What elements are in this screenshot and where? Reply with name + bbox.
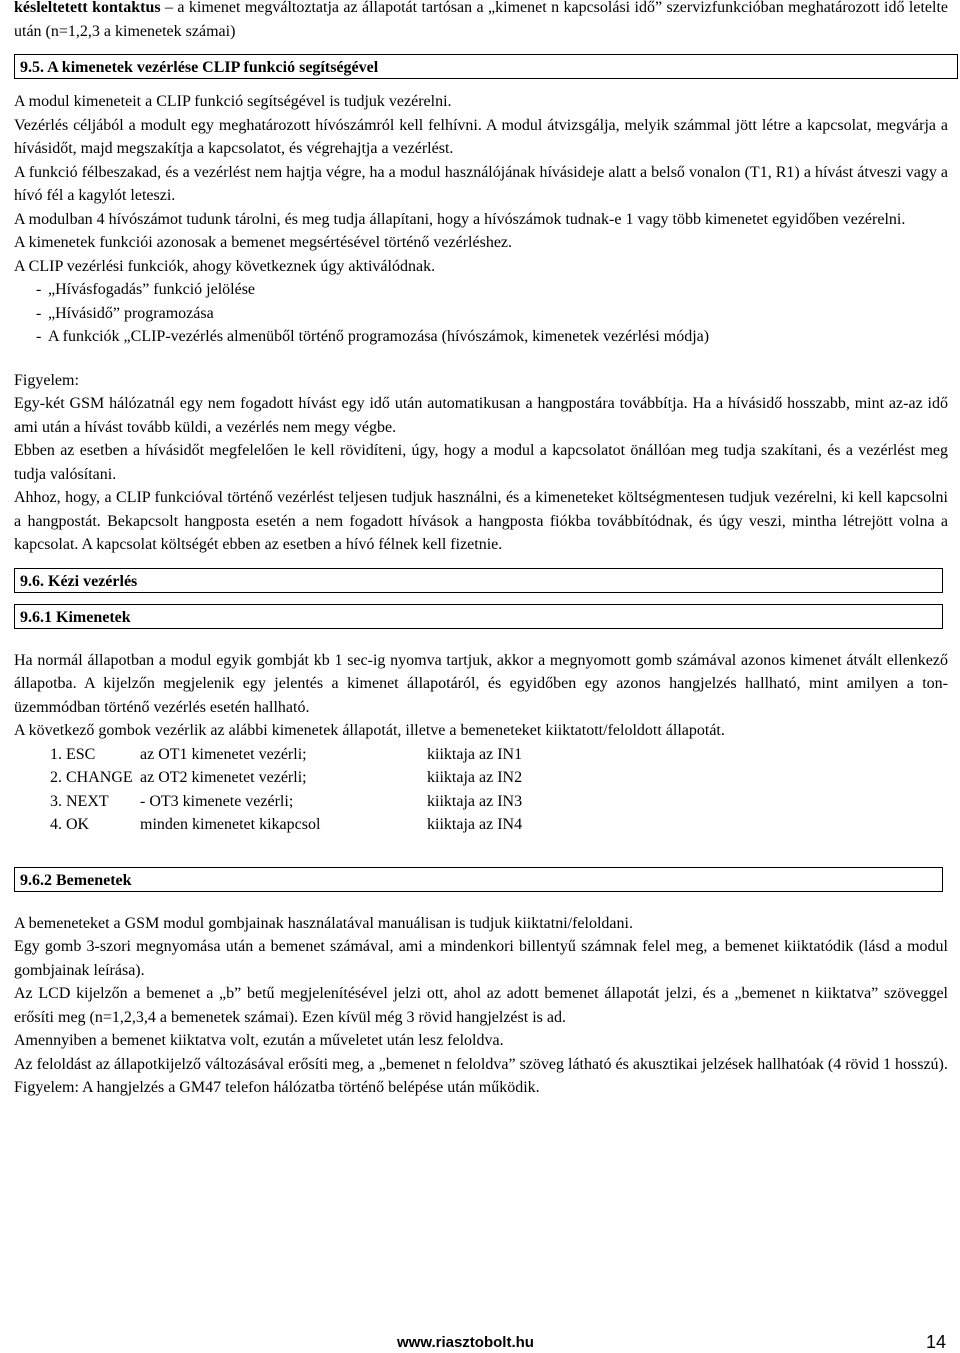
list-dash: - (36, 304, 42, 322)
sec95-paragraph: A funkció félbeszakad, és a vezérlést nem hajtja végre, ha a modul használójának hívásideje alatt a belső vonalon (T1, R1) a hívást átveszi vagy a hívó fél a kagylót leteszi. (14, 163, 948, 204)
heading-9-6-2: 9.6.2 Bemenetek (14, 867, 943, 892)
list-item (14, 278, 948, 302)
sec95-paragraph: Vezérlés céljából a modult egy meghatározott hívószámról kell felhívni. A modul átvizsgálja, melyik számmal jött létre a kapcsolat, megvárja a hívásidőt, majd megszakítja a kapcsolatot, és végrehajtja a vezérlést. (14, 116, 948, 157)
button-input: kiiktaja az IN2 (427, 769, 523, 786)
sec95-paragraph: A kimenetek funkciói azonosak a bemenet megsértésével történő vezérléshez. (14, 234, 513, 251)
sec962-paragraph: Az feloldást az állapotkijelző változásával erősíti meg, a „bemenet n feloldva” szöveg látható és akusztikai jelzések hallhatóak (4 rövid 1 hosszú). (14, 1055, 948, 1073)
list-item-text: „Hívásfogadás” funkció jelölése (48, 281, 256, 298)
list-item-text: „Hívásidő” programozása (48, 304, 214, 322)
sec962-paragraph: Amennyiben a bemenet kiiktatva volt, ezután a műveletet után lesz feloldva. (14, 1032, 504, 1049)
warning-paragraph: Egy-két GSM hálózatnál egy nem fogadott hívást egy idő után automatikusan a hangpostára továbbítja. Ha a hívásidő hosszabb, mint az-az idő ami után a hívást tovább küldi, a vezérlés nem megy végbe. (14, 395, 948, 436)
list-dash: - (36, 328, 42, 345)
clip-function-list (14, 278, 948, 349)
heading-9-6-1: 9.6.1 Kimenetek (14, 604, 943, 629)
button-key: 4. OK (50, 816, 90, 833)
warning-label: Figyelem: (14, 371, 79, 389)
button-key: 2. CHANGE (50, 769, 133, 786)
footer-url: www.riasztobolt.hu (397, 1334, 534, 1351)
page-footer (0, 1333, 960, 1352)
sec95-paragraph: A modul kimeneteit a CLIP funkció segítségével is tudjuk vezérelni. (14, 93, 452, 110)
button-mapping-row (14, 813, 948, 837)
button-key: 1. ESC (50, 745, 96, 763)
list-item-text: A funkciók „CLIP-vezérlés almenüből történő programozása (hívószámok, kimenetek vezérlési módja) (48, 328, 710, 345)
list-item (14, 325, 948, 349)
sec961-paragraph: Ha normál állapotban a modul egyik gombját kb 1 sec-ig nyomva tartjuk, akkor a megnyomott gomb számával azonos kimenet átvált ellenkező állapotba. A kijelzőn megjelenik egy jelentés a kimenet állapotáról, és egyidőben egy azonos hangjelzés hallható, mint amilyen a ton-üzemmódban történő vezérlés esetén hallható. (14, 651, 948, 716)
sec962-paragraph: Figyelem: A hangjelzés a GM47 telefon hálózatba történő belépése után működik. (14, 1079, 540, 1096)
button-key: 3. NEXT (50, 792, 109, 810)
button-input: kiiktaja az IN3 (427, 792, 523, 810)
button-mapping-row (14, 766, 948, 790)
button-input: kiiktaja az IN4 (427, 816, 523, 833)
warning-paragraph: Ebben az esetben a hívásidőt megfelelően le kell rövidíteni, úgy, hogy a modul a kapcsolatot önállóan meg tudja szakítani, és a vezérlést meg tudja valósítani. (14, 442, 948, 483)
button-mapping-row (14, 790, 948, 814)
list-dash: - (36, 281, 42, 298)
heading-9-6: 9.6. Kézi vezérlés (14, 568, 943, 593)
button-action: az OT2 kimenetet vezérli; (140, 769, 307, 786)
intro-paragraph (14, 0, 948, 43)
document-page (14, 0, 948, 1100)
sec95-paragraph: A CLIP vezérlési funkciók, ahogy következnek úgy aktiválódnak. (14, 257, 436, 275)
page-number: 14 (926, 1332, 947, 1352)
heading-9-5: 9.5. A kimenetek vezérlése CLIP funkció segítségével (14, 54, 958, 79)
button-action: - OT3 kimenete vezérli; (140, 792, 294, 810)
button-input: kiiktaja az IN1 (427, 745, 523, 763)
intro-bold-term: késleltetett kontaktus (14, 0, 161, 16)
sec95-paragraph: A modulban 4 hívószámot tudunk tárolni, és meg tudja állapítani, hogy a hívószámok tudnak-e 1 vagy több kimenetet egyidőben vezérelni. (14, 210, 906, 228)
warning-paragraph: Ahhoz, hogy, a CLIP funkcióval történő vezérlést teljesen tudjuk használni, és a kimeneteket költségmentesen tudjuk vezérelni, ki kell kapcsolni a hangpostát. Bekapcsolt hangposta esetén a nem fogadott hívások a hangposta fiókba továbbítódnak, és úgy veszi, mintha létrejött volna a kapcsolat. A kapcsolat költségét ebben az esetben a hívó félnek kell fizetnie. (14, 489, 948, 553)
list-item (14, 302, 948, 326)
intro-text: – a kimenet megváltoztatja az állapotát tartósan a „kimenet n kapcsolási idő” szervizfunkcióban meghatározott idő letelte után (n=1,2,3 a kimenetek számai) (14, 0, 948, 40)
button-action: minden kimenetet kikapcsol (140, 816, 321, 833)
button-action: az OT1 kimenetet vezérli; (140, 745, 307, 763)
sec962-paragraph: A bemeneteket a GSM modul gombjainak használatával manuálisan is tudjuk kiiktatni/feloldani. (14, 914, 633, 932)
button-mapping-row (14, 743, 948, 767)
sec962-paragraph: Egy gomb 3-szori megnyomása után a bemenet számával, ami a mindenkori billentyű számnak felel meg, a bemenet kiiktatódik (lásd a modul gombjainak leírása). (14, 938, 948, 979)
sec962-paragraph: Az LCD kijelzőn a bemenet a „b” betű megjelenítésével jelzi ott, ahol az adott bemenet állapotát jelzi, és a „bemenet n kiiktatva” szöveggel erősíti meg (n=1,2,3,4 a bemenetek számai). Ezen kívül még 3 rövid hangjelzést is ad. (14, 985, 948, 1026)
button-mapping-list (14, 743, 948, 837)
sec961-paragraph: A következő gombok vezérlik az alábbi kimenetek állapotát, illetve a bemeneteket kiiktatott/feloldott állapotát. (14, 722, 725, 739)
